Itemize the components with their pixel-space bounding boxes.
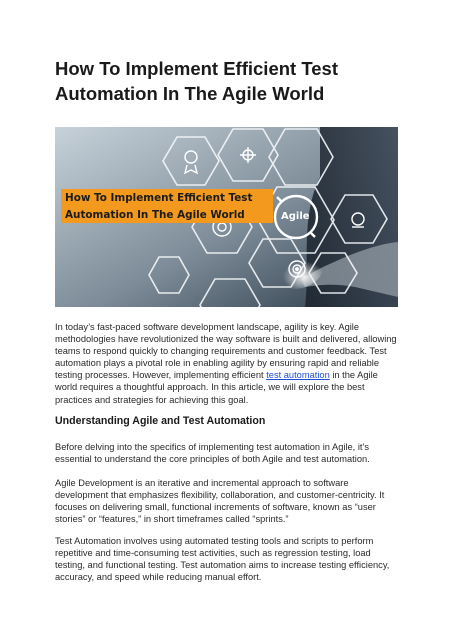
test-automation-link[interactable]: test automation	[266, 370, 330, 381]
hero-banner	[61, 189, 273, 223]
page-title: How To Implement Efficient Test Automation In The Agile World	[55, 58, 339, 104]
hero-banner-line-2: Automation In The Agile World	[65, 209, 245, 221]
section-heading: Understanding Agile and Test Automation	[55, 415, 266, 427]
paragraph-1: Before delving into the specifics of implementing test automation in Agile, it’s essential to understand the core principles of both Agile and test automation.	[55, 442, 370, 465]
agile-badge-label: Agile	[281, 211, 310, 222]
hero-banner-line-1: How To Implement Efficient Test	[65, 192, 253, 204]
paragraph-2: Agile Development is an iterative and incremental approach to software development that emphasizes flexibility, collaboration, and customer-centricity. It focuses on delivering small, functional increments of software, known as “user stories” or “features,” in short timeframes called “sprints.”	[55, 478, 385, 525]
intro-paragraph	[55, 321, 400, 406]
intro-text-before-link: In today’s fast-paced software development landscape, agility is key. Agile methodologies have revolutionized the way software is built and delivered, allowing teams to respond quickly to changing requirements and customer feedback. Test automation plays a pivotal role in enabling agility by ensuring rapid and reliable testing processes. However, implementing efficient	[55, 322, 397, 381]
paragraph-3: Test Automation involves using automated testing tools and scripts to perform repetitive and time-consuming test activities, such as regression testing, load testing, and functional testing. Test automation aims to increase testing efficiency, accuracy, and speed while reducing manual effort.	[55, 536, 390, 583]
intro-text-after-link: in the Agile world requires a thoughtful approach. In this article, we will explore the best practices and strategies for achieving this goal.	[55, 370, 378, 405]
hero-image	[55, 127, 398, 307]
